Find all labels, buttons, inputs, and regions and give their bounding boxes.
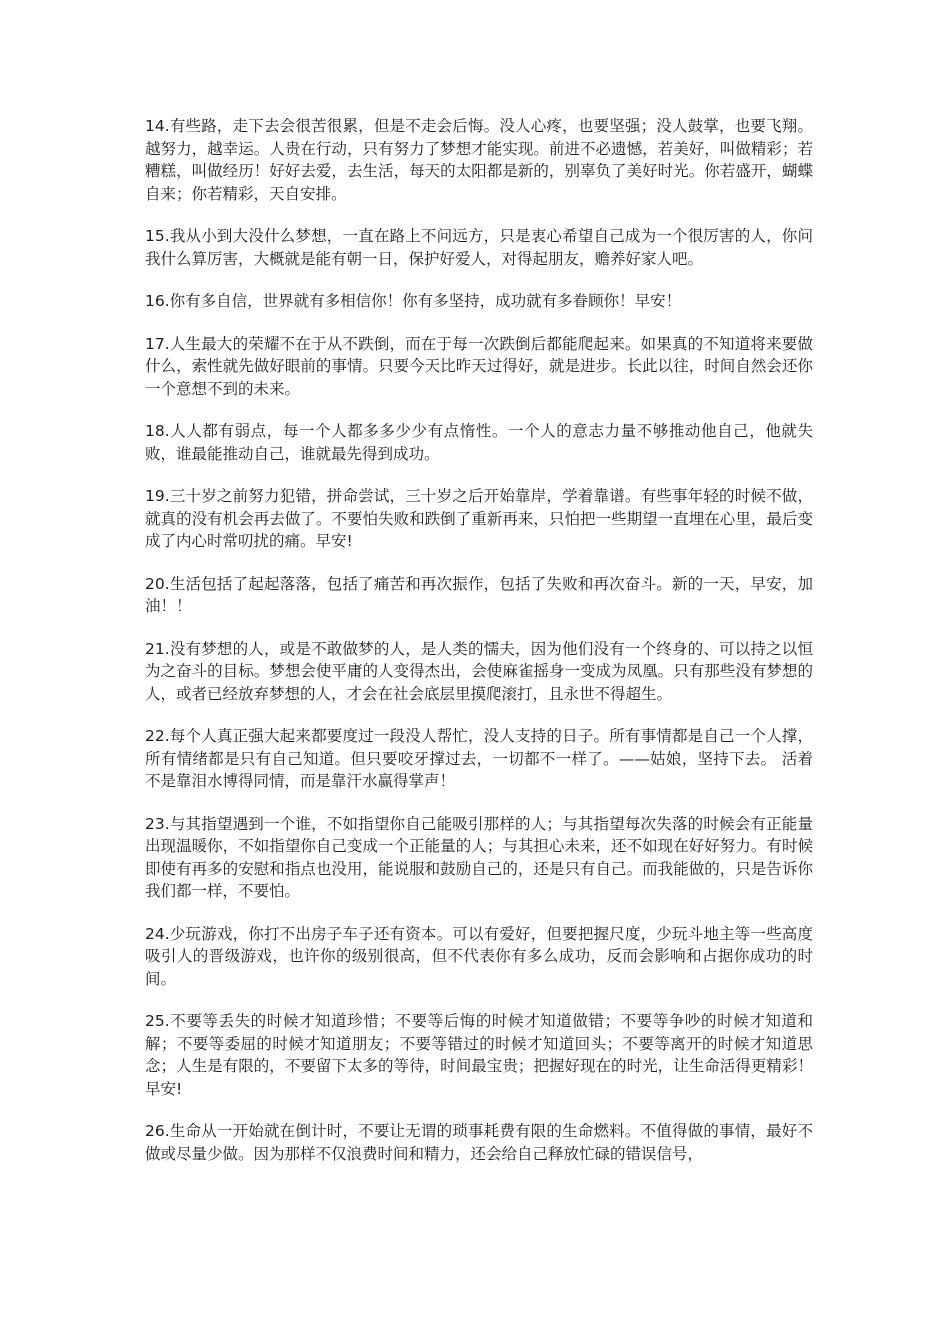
paragraph-20: 20.生活包括了起起落落，包括了痛苦和再次振作，包括了失败和再次奋斗。新的一天，早安，加油！！ (145, 574, 813, 615)
paragraph-23: 23.与其指望遇到一个谁，不如指望你自己能吸引那样的人；与其指望每次失落的时候会有正能量出现温暖你，不如指望你自己变成一个正能量的人；与其担心未来，还不如现在好好努力。有时候即使有再多的安慰和指点也没用，能说服和鼓励自己的，还是只有自己。而我能做的，只是告诉你我们都一样，不要怕。 (145, 814, 813, 900)
paragraph-17: 17.人生最大的荣耀不在于从不跌倒，而在于每一次跌倒后都能爬起来。如果真的不知道将来要做什么，索性就先做好眼前的事情。只要今天比昨天过得好，就是进步。长此以往，时间自然会还你一个意想不到的未来。 (145, 334, 813, 398)
paragraph-15: 15.我从小到大没什么梦想，一直在路上不问远方，只是衷心希望自己成为一个很厉害的人，你问我什么算厉害，大概就是能有朝一日，保护好爱人，对得起朋友，赡养好家人吧。 (145, 227, 813, 268)
document-body (145, 115, 813, 1185)
paragraph-16: 16.你有多自信，世界就有多相信你！你有多坚持，成功就有多眷顾你！早安！ (145, 292, 682, 310)
paragraph-24: 24.少玩游戏，你打不出房子车子还有资本。可以有爱好，但要把握尺度，少玩斗地主等一些高度吸引人的晋级游戏，也许你的级别很高，但不代表你有多么成功，反而会影响和占据你成功的时间。 (145, 924, 813, 988)
paragraph-21: 21.没有梦想的人，或是不敢做梦的人，是人类的懦夫，因为他们没有一个终身的、可以持之以恒为之奋斗的目标。梦想会使平庸的人变得杰出，会使麻雀摇身一变成为凤凰。只有那些没有梦想的人，或者已经放弃梦想的人，才会在社会底层里摸爬滚打，且永世不得超生。 (145, 639, 813, 703)
paragraph-14: 14.有些路，走下去会很苦很累，但是不走会后悔。没人心疼，也要坚强；没人鼓掌，也要飞翔。越努力，越幸运。人贵在行动，只有努力了梦想才能实现。前进不必遗憾，若美好，叫做精彩；若糟糕，叫做经历！好好去爱，去生活，每天的太阳都是新的，别辜负了美好时光。你若盛开，蝴蝶自来；你若精彩，天自安排。 (145, 117, 813, 203)
paragraph-26: 26.生命从一开始就在倒计时，不要让无谓的琐事耗费有限的生命燃料。不值得做的事情，最好不做或尽量少做。因为那样不仅浪费时间和精力，还会给自己释放忙碌的错误信号， (145, 1122, 813, 1163)
paragraph-25: 25.不要等丢失的时候才知道珍惜；不要等后悔的时候才知道做错；不要等争吵的时候才知道和解；不要等委屈的时候才知道朋友；不要等错过的时候才知道回头；不要等离开的时候才知道思念；人生是有限的，不要留下太多的等待，时间最宝贵；把握好现在的时光，让生命活得更精彩！早安! (145, 1012, 813, 1098)
paragraph-19: 19.三十岁之前努力犯错，拼命尝试，三十岁之后开始靠岸，学着靠谱。有些事年轻的时候不做，就真的没有机会再去做了。不要怕失败和跌倒了重新再来，只怕把一些期望一直埋在心里，最后变成了内心时常叨扰的痛。早安! (145, 487, 813, 550)
paragraph-22: 22.每个人真正强大起来都要度过一段没人帮忙，没人支持的日子。所有事情都是自己一个人撑，所有情绪都是只有自己知道。但只要咬牙撑过去，一切都不一样了。——姑娘，坚持下去。 活着不是靠泪水博得同情，而是靠汗水赢得掌声！ (145, 727, 813, 790)
paragraph-18: 18.人人都有弱点，每一个人都多多少少有点惰性。一个人的意志力量不够推动他自己，他就失败，谁最能推动自己，谁就最先得到成功。 (145, 422, 813, 463)
